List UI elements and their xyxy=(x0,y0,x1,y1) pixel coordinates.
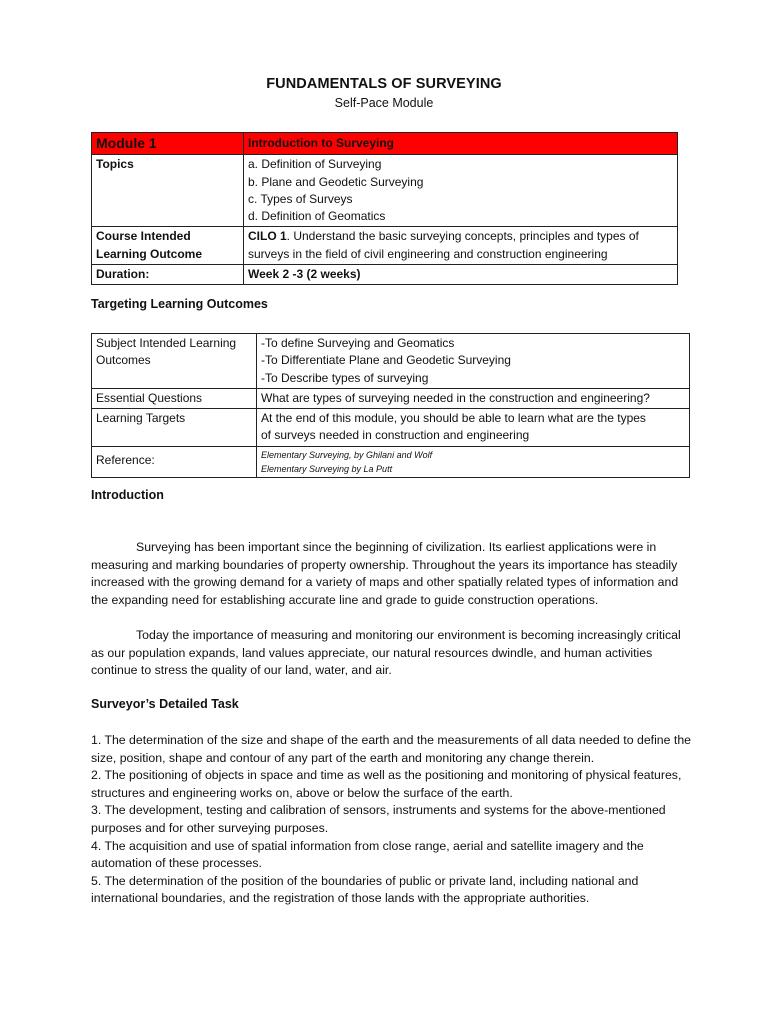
silo-list xyxy=(257,334,690,389)
silo-label: Subject Intended Learning Outcomes xyxy=(92,334,257,389)
topic-item: c. Types of Surveys xyxy=(248,191,353,206)
task-item: 5. The determination of the position of the boundaries of public or private land, including national and international boundaries, and the registration of those lands with the appropriate authorities. xyxy=(91,873,639,906)
module-label: Module 1 xyxy=(96,135,157,151)
topics-label: Topics xyxy=(92,155,244,227)
reference-item: Elementary Surveying by La Putt xyxy=(261,463,393,474)
cilo-value xyxy=(244,227,678,265)
reference-row xyxy=(92,446,690,477)
tasks-list xyxy=(91,732,691,908)
targeting-heading: Targeting Learning Outcomes xyxy=(91,297,268,311)
duration-value: Week 2 -3 (2 weeks) xyxy=(244,265,678,285)
duration-label: Duration: xyxy=(92,265,244,285)
cilo-label: Course Intended Learning Outcome xyxy=(92,227,244,265)
topics-list xyxy=(244,155,678,227)
learning-targets-row xyxy=(92,409,690,447)
lt-value xyxy=(257,409,690,447)
silo-item: -To define Surveying and Geomatics xyxy=(261,336,455,350)
topic-item: a. Definition of Surveying xyxy=(248,157,382,172)
intro-paragraph-2: Today the importance of measuring and monitoring our environment is becoming increasingly critical as our population expands, land values appreciate, our natural resources dwindle, and human activities continue to stress the quality of our land, water, and air. xyxy=(91,628,681,678)
intro-paragraph-1: Surveying has been important since the beginning of civilization. Its earliest applications were in measuring and marking boundaries of property ownership. Throughout the years its importance has steadily increased with the growing demand for a variety of maps and other spatially related types of information and the expanding need for establishing accurate line and grade to guide construction operations. xyxy=(91,540,679,607)
topics-row xyxy=(92,155,678,227)
cilo-text-line1: . Understand the basic surveying concepts, principles and types of xyxy=(286,229,639,244)
lt-line: of surveys needed in construction and engineering xyxy=(261,428,530,443)
cilo-text-line2: surveys in the field of civil engineering and construction engineering xyxy=(248,246,608,261)
document-subtitle: Self-Pace Module xyxy=(334,96,434,110)
reference-label: Reference: xyxy=(92,446,257,477)
cilo-row xyxy=(92,227,678,265)
module-title: Introduction to Surveying xyxy=(248,136,394,150)
lt-label: Learning Targets xyxy=(92,409,257,447)
module-info-table xyxy=(91,132,678,285)
task-item: 4. The acquisition and use of spatial information from close range, aerial and satellite imagery and the automation of these processes. xyxy=(91,838,644,871)
outcomes-table xyxy=(91,333,690,478)
topic-item: b. Plane and Geodetic Surveying xyxy=(248,174,424,189)
task-item: 2. The positioning of objects in space and time as well as the positioning and monitoring of physical features, structures and engineering works on, above or below the surface of the earth. xyxy=(91,768,682,800)
cilo-lead: CILO 1 xyxy=(248,229,287,244)
duration-row xyxy=(92,265,678,285)
module-header-row xyxy=(92,133,678,155)
silo-row xyxy=(92,334,690,389)
task-item: 1. The determination of the size and shape of the earth and the measurements of all data needed to define the size, position, shape and contour of any part of the earth and monitoring any change therein. xyxy=(91,733,691,765)
lt-line: At the end of this module, you should be able to learn what are the types xyxy=(261,411,646,426)
essential-questions-row xyxy=(92,388,690,408)
topic-item: d. Definition of Geomatics xyxy=(248,209,386,224)
eq-label: Essential Questions xyxy=(92,388,257,408)
reference-item: Elementary Surveying, by Ghilani and Wolf xyxy=(261,449,433,460)
introduction-heading: Introduction xyxy=(91,488,164,502)
tasks-heading: Surveyor’s Detailed Task xyxy=(91,697,239,711)
document-title: FUNDAMENTALS OF SURVEYING xyxy=(266,76,502,92)
module-label-cell xyxy=(92,133,244,155)
silo-item: -To Differentiate Plane and Geodetic Surveying xyxy=(261,353,511,368)
task-item: 3. The development, testing and calibration of sensors, instruments and systems for the above-mentioned purposes and for other surveying purposes. xyxy=(91,803,666,835)
module-title-cell xyxy=(244,133,678,155)
reference-list xyxy=(257,446,690,477)
eq-value: What are types of surveying needed in the construction and engineering? xyxy=(257,388,690,408)
silo-item: -To Describe types of surveying xyxy=(261,370,429,385)
